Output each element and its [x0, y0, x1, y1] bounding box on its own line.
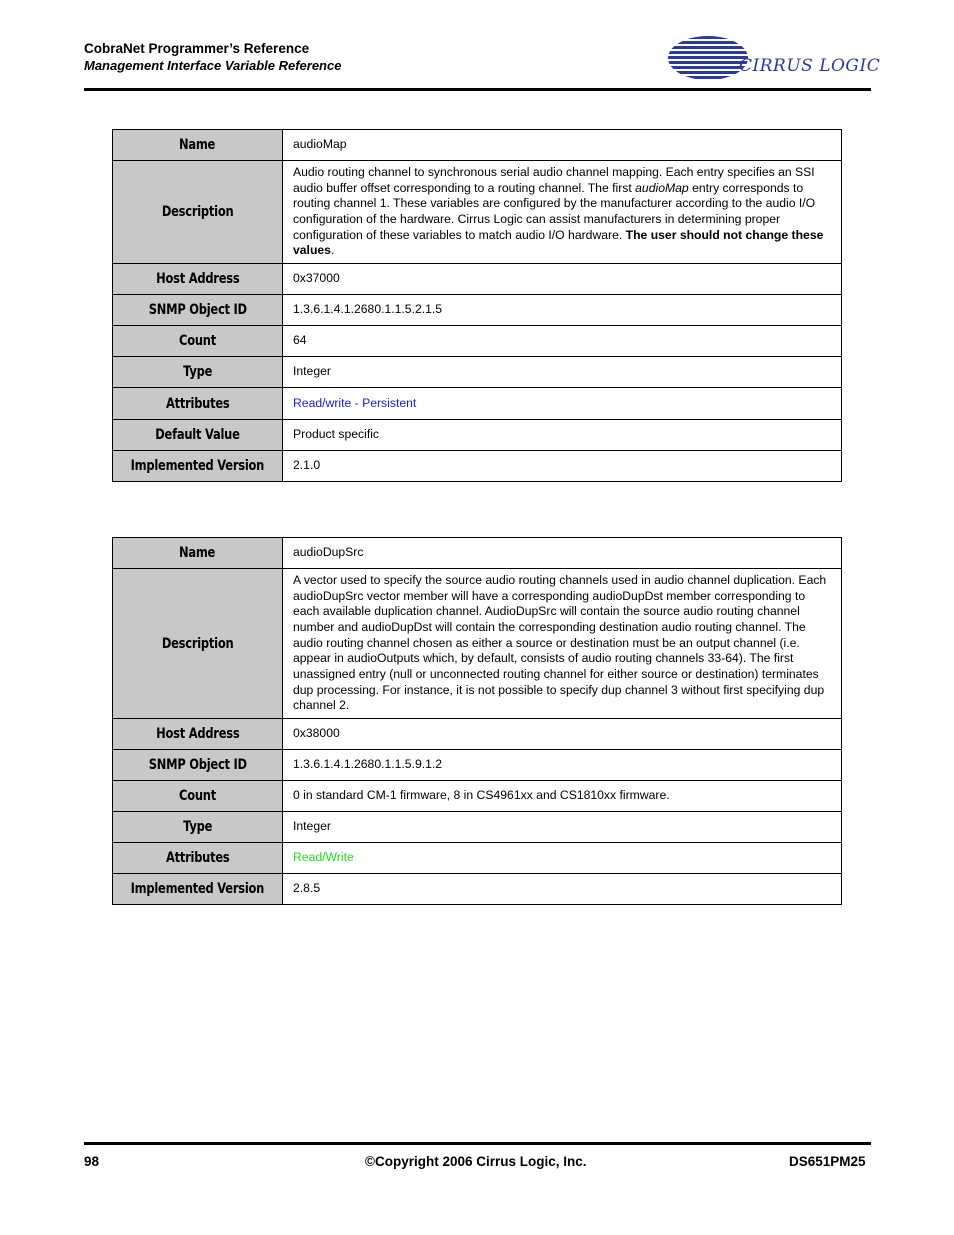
row-label: Name — [113, 538, 283, 569]
row-value: audioMap — [283, 130, 842, 161]
description-value: A vector used to specify the source audio routing channels used in audio channel duplication. Each audioDupSrc vector member will have a corresponding audioDupDst member corresponding to each available duplication channel. AudioDupSrc will contain the source audio routing channel number and audioDupDst will contain the corresponding destination audio routing channel. The audio routing channel chosen as either a source or destination must be an output channel (i.e. appear in audioOutputs which, by default, consists of audio routing channels 33-64). The first unassigned entry (null or unconnected routing channel for either source or destination) terminates dup processing. For instance, it is not possible to specify dup channel 3 without first specifying dup channel 2. — [283, 569, 842, 719]
document-title: CobraNet Programmer’s Reference — [84, 41, 310, 56]
table-row — [113, 750, 842, 781]
row-value: 0 in standard CM-1 firmware, 8 in CS4961xx and CS1810xx firmware. — [283, 781, 842, 812]
table-row — [113, 130, 842, 161]
row-value: Integer — [283, 812, 842, 843]
logo-text: CIRRUS LOGIC — [739, 56, 881, 76]
row-label: Type — [113, 357, 283, 388]
row-value: Integer — [283, 357, 842, 388]
row-label: Name — [113, 130, 283, 161]
row-value: audioDupSrc — [283, 538, 842, 569]
row-value: 0x38000 — [283, 719, 842, 750]
table-row — [113, 357, 842, 388]
table-row — [113, 161, 842, 264]
row-value: 2.1.0 — [283, 451, 842, 482]
table-row — [113, 719, 842, 750]
row-label: SNMP Object ID — [113, 295, 283, 326]
header-rule — [84, 88, 871, 91]
table-row — [113, 538, 842, 569]
row-value: 2.8.5 — [283, 874, 842, 905]
row-label: Default Value — [113, 420, 283, 451]
table-row — [113, 569, 842, 719]
table-row — [113, 812, 842, 843]
row-value: Product specific — [283, 420, 842, 451]
row-label: SNMP Object ID — [113, 750, 283, 781]
row-label: Count — [113, 326, 283, 357]
description-value: Audio routing channel to synchronous serial audio channel mapping. Each entry specifies an SSI audio buffer offset corresponding to a routing channel. The first audioMap entry corresponds to routing channel 1. These variables are configured by the manufacturer according to the audio I/O configuration of the hardware. Cirrus Logic can assist manufacturers in determining proper configuration of these variables to match audio I/O hardware. The user should not change these values. — [283, 161, 842, 264]
table-row — [113, 388, 842, 420]
table-row — [113, 264, 842, 295]
row-label: Implemented Version — [113, 451, 283, 482]
row-value: 1.3.6.1.4.1.2680.1.1.5.9.1.2 — [283, 750, 842, 781]
table-row — [113, 295, 842, 326]
row-label: Implemented Version — [113, 874, 283, 905]
row-label: Host Address — [113, 264, 283, 295]
row-label: Host Address — [113, 719, 283, 750]
row-label: Attributes — [113, 843, 283, 874]
row-value: 1.3.6.1.4.1.2680.1.1.5.2.1.5 — [283, 295, 842, 326]
table-row — [113, 874, 842, 905]
footer-rule — [84, 1142, 871, 1145]
variable-table-audiodupsrc — [112, 537, 842, 905]
table-row — [113, 781, 842, 812]
row-label: Count — [113, 781, 283, 812]
table-row — [113, 843, 842, 874]
copyright: ©Copyright 2006 Cirrus Logic, Inc. — [365, 1154, 587, 1169]
attributes-link[interactable]: Read/Write — [283, 843, 842, 874]
section-title: Management Interface Variable Reference — [84, 58, 342, 73]
row-label: Description — [113, 569, 283, 719]
table-row — [113, 451, 842, 482]
row-value: 64 — [283, 326, 842, 357]
row-label: Type — [113, 812, 283, 843]
row-value: 0x37000 — [283, 264, 842, 295]
row-label: Description — [113, 161, 283, 264]
table-row — [113, 326, 842, 357]
page-number: 98 — [84, 1154, 100, 1169]
attributes-link[interactable]: Read/write - Persistent — [283, 388, 842, 420]
table-row — [113, 420, 842, 451]
document-id: DS651PM25 — [789, 1154, 866, 1169]
variable-table-audiomap — [112, 129, 842, 482]
row-label: Attributes — [113, 388, 283, 420]
